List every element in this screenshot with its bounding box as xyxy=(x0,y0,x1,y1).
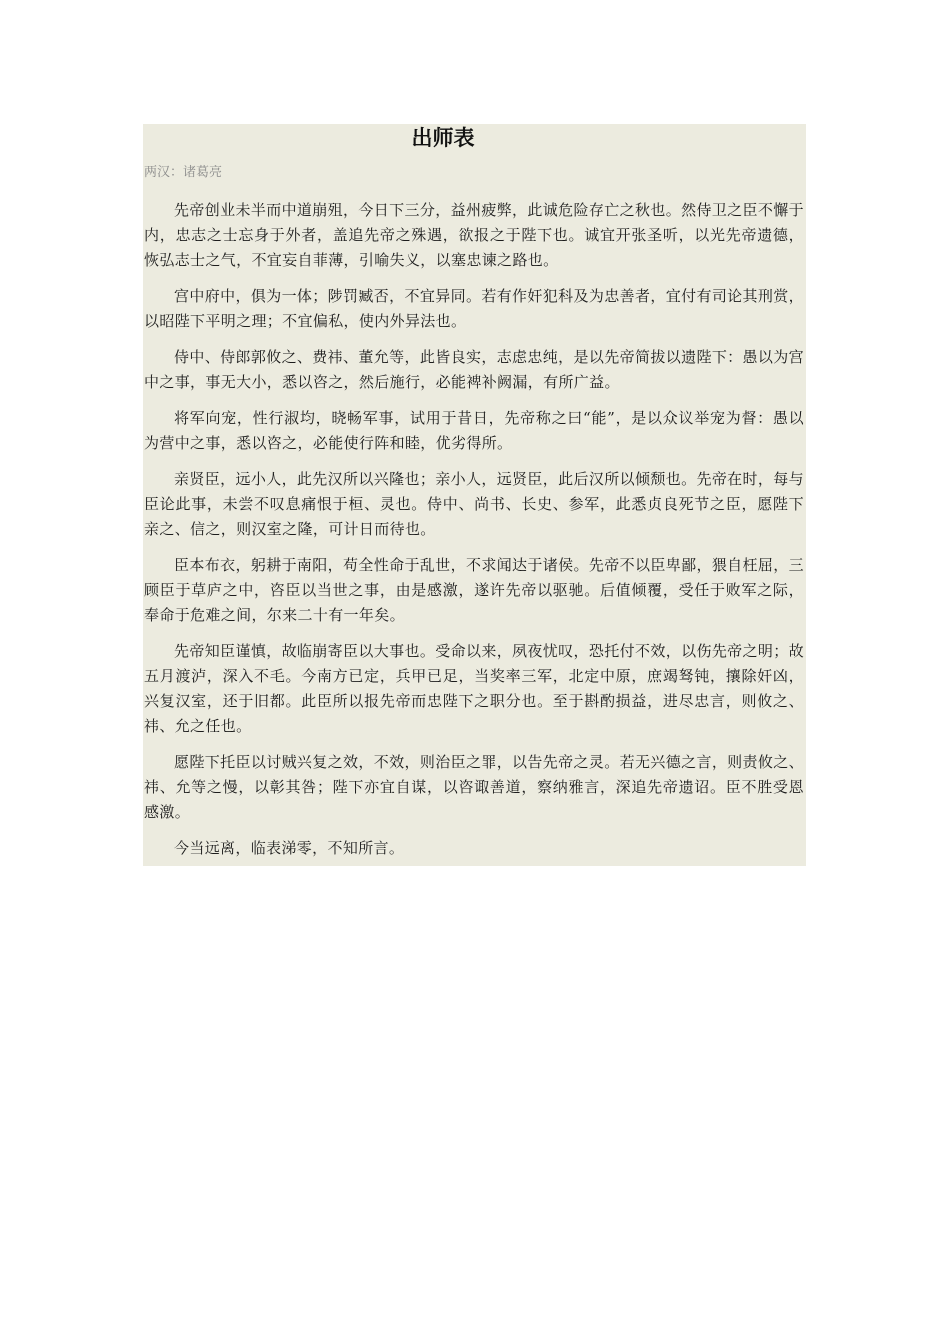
paragraph: 亲贤臣，远小人，此先汉所以兴隆也；亲小人，远贤臣，此后汉所以倾颓也。先帝在时，每与臣论此事，未尝不叹息痛恨于桓、灵也。侍中、尚书、长史、参军，此悉贞良死节之臣，愿陛下亲之、信之，则汉室之隆，可计日而待也。 xyxy=(144,470,804,538)
paragraph: 先帝创业未半而中道崩殂，今日下三分，益州疲弊，此诚危险存亡之秋也。然侍卫之臣不懈于内，忠志之士忘身于外者，盖追先帝之殊遇，欲报之于陛下也。诚宜开张圣听，以光先帝遗德，恢弘志士之气，不宜妄自菲薄，引喻失义，以塞忠谏之路也。 xyxy=(144,201,804,269)
document-title: 出师表 xyxy=(411,126,475,150)
paragraph: 将军向宠，性行淑均，晓畅军事，试用于昔日，先帝称之曰“能”，是以众议举宠为督：愚以为营中之事，悉以咨之，必能使行阵和睦，优劣得所。 xyxy=(144,409,804,452)
paragraph: 愿陛下托臣以讨贼兴复之效，不效，则治臣之罪，以告先帝之灵。若无兴德之言，则责攸之、祎、允等之慢，以彰其咎；陛下亦宜自谋，以咨诹善道，察纳雅言，深追先帝遗诏。臣不胜受恩感激。 xyxy=(144,753,804,821)
paragraph: 臣本布衣，躬耕于南阳，苟全性命于乱世，不求闻达于诸侯。先帝不以臣卑鄙，猥自枉屈，三顾臣于草庐之中，咨臣以当世之事，由是感激，遂许先帝以驱驰。后值倾覆，受任于败军之际，奉命于危难之间，尔来二十有一年矣。 xyxy=(144,556,804,624)
paragraph: 侍中、侍郎郭攸之、费祎、董允等，此皆良实，志虑忠纯，是以先帝简拔以遗陛下：愚以为宫中之事，事无大小，悉以咨之，然后施行，必能裨补阙漏，有所广益。 xyxy=(144,348,804,391)
paragraph: 先帝知臣谨慎，故临崩寄臣以大事也。受命以来，夙夜忧叹，恐托付不效，以伤先帝之明；故五月渡泸，深入不毛。今南方已定，兵甲已足，当奖率三军，北定中原，庶竭驽钝，攘除奸凶，兴复汉室，还于旧都。此臣所以报先帝而忠陛下之职分也。至于斟酌损益，进尽忠言，则攸之、祎、允之任也。 xyxy=(144,642,804,735)
document-body xyxy=(144,198,804,872)
document-panel xyxy=(143,124,806,866)
document-author: 两汉：诸葛亮 xyxy=(144,165,223,180)
paragraph: 今当远离，临表涕零，不知所言。 xyxy=(174,839,405,857)
paragraph: 宫中府中，俱为一体；陟罚臧否，不宜异同。若有作奸犯科及为忠善者，宜付有司论其刑赏，以昭陛下平明之理；不宜偏私，使内外异法也。 xyxy=(144,287,804,330)
